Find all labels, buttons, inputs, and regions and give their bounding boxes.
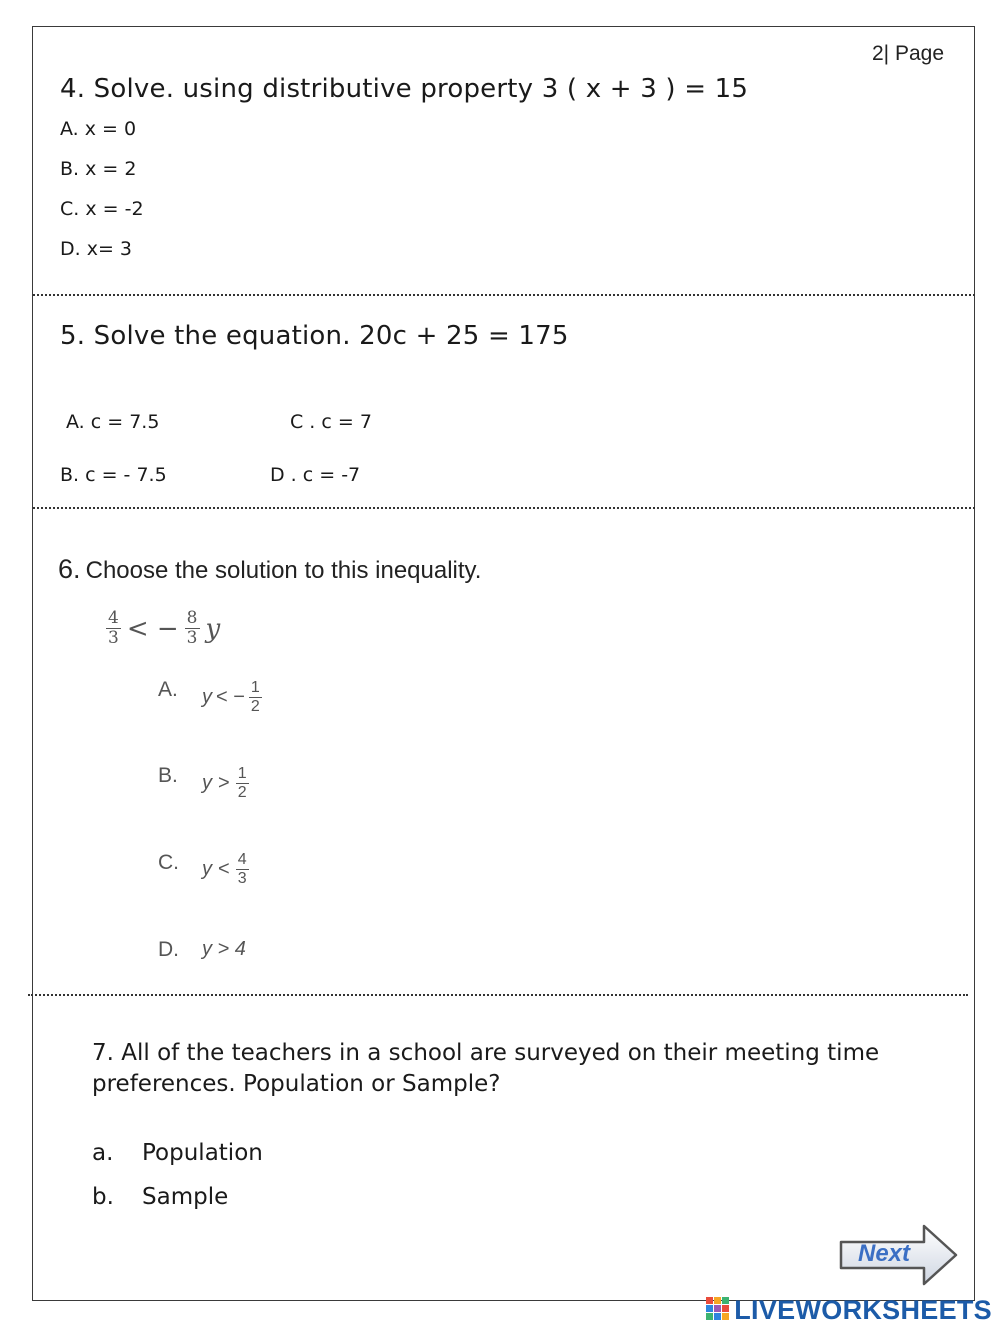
liveworksheets-logo-icon xyxy=(706,1297,730,1325)
page-number: 2| Page xyxy=(872,42,945,65)
q5-title: 5. Solve the equation. 20c + 25 = 175 xyxy=(60,321,569,351)
q5-option-d[interactable]: D . c = -7 xyxy=(270,464,361,486)
q4-title: 4. Solve. using distributive property 3 ( x + 3 ) = 15 xyxy=(60,74,749,104)
q7-title-line2: preferences. Population or Sample? xyxy=(92,1071,501,1097)
inequality-operator: < − xyxy=(126,613,179,644)
q6-option-d-letter[interactable]: D. xyxy=(158,938,179,961)
q5-option-a[interactable]: A. c = 7.5 xyxy=(66,411,160,433)
q7-title-line1: 7. All of the teachers in a school are surveyed on their meeting time xyxy=(92,1040,880,1066)
option-c-fraction: $\frac{4}{3}$ xyxy=(237,851,247,887)
q4-option-d[interactable]: D. x= 3 xyxy=(60,238,133,260)
inequality-left-fraction: $\frac{4}{3}$ xyxy=(108,608,119,648)
q6-title: Choose the solution to this inequality. xyxy=(85,557,482,584)
q6-option-d[interactable]: y > 4 xyxy=(202,938,246,960)
q7-option-a-letter[interactable]: a. xyxy=(92,1140,114,1166)
q7-option-b[interactable]: Sample xyxy=(142,1184,229,1210)
inequality-right-fraction: $\frac{8}{3}$ xyxy=(186,608,198,648)
inequality-variable: y xyxy=(205,613,221,644)
q6-inequality xyxy=(106,610,220,647)
q6-title-row xyxy=(58,554,481,585)
q5-option-b[interactable]: B. c = - 7.5 xyxy=(60,464,167,486)
divider xyxy=(33,294,975,296)
q7-option-b-letter[interactable]: b. xyxy=(92,1184,114,1210)
q6-number: 6. xyxy=(58,554,81,584)
liveworksheets-logo xyxy=(706,1295,992,1326)
option-b-fraction: $\frac{1}{2}$ xyxy=(237,765,247,801)
q6-option-a[interactable]: y < − $\frac{1}{2}$ xyxy=(202,679,260,715)
divider xyxy=(28,994,968,996)
liveworksheets-brand-name: LIVEWORKSHEETS xyxy=(734,1295,992,1325)
q6-option-a-letter[interactable]: A. xyxy=(158,678,178,701)
worksheet-page-frame xyxy=(32,26,975,1301)
q7-option-a[interactable]: Population xyxy=(142,1140,263,1166)
q6-option-b[interactable]: y > $\frac{1}{2}$ xyxy=(202,765,247,801)
next-button[interactable] xyxy=(838,1222,960,1288)
q6-option-b-letter[interactable]: B. xyxy=(158,764,178,787)
q4-option-b[interactable]: B. x = 2 xyxy=(60,158,137,180)
q6-option-c[interactable]: y < $\frac{4}{3}$ xyxy=(202,851,247,887)
divider xyxy=(33,507,975,509)
q4-option-a[interactable]: A. x = 0 xyxy=(60,118,137,140)
next-button-label: Next xyxy=(858,1240,911,1267)
q5-option-c[interactable]: C . c = 7 xyxy=(290,411,372,433)
q6-option-c-letter[interactable]: C. xyxy=(158,851,179,874)
q4-option-c[interactable]: C. x = -2 xyxy=(60,198,144,220)
option-a-fraction: $\frac{1}{2}$ xyxy=(250,679,260,715)
